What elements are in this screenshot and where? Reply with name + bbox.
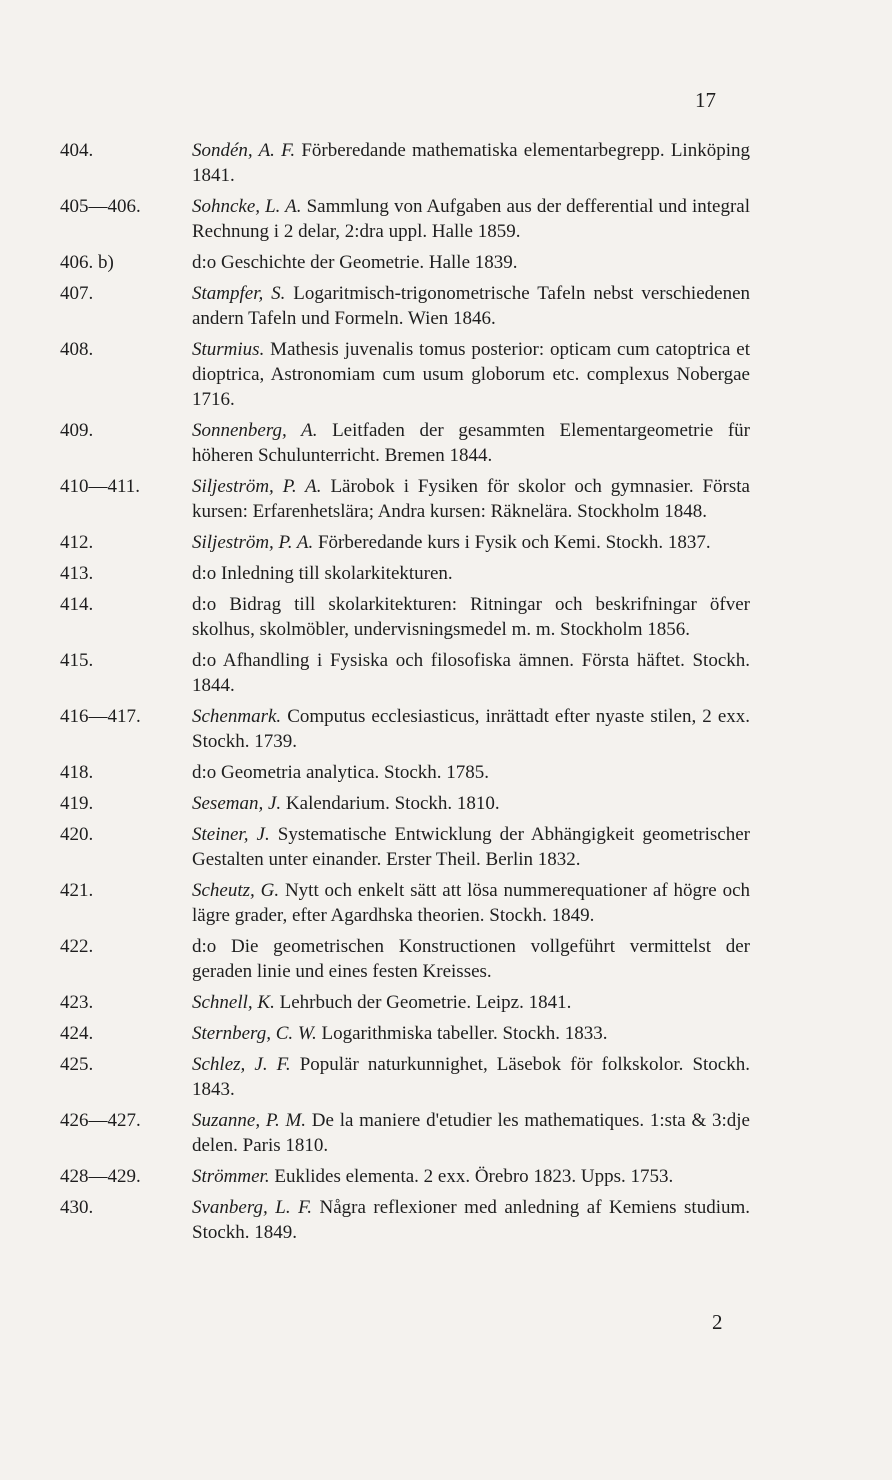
- catalog-entry: [60, 648, 750, 698]
- entry-text: Kalendarium. Stockh. 1810.: [285, 793, 500, 814]
- entry-author: Schlez, J. F.: [192, 1054, 291, 1075]
- catalog-entry: [60, 138, 750, 188]
- catalog-entry: [60, 934, 750, 984]
- entry-body: [192, 250, 750, 275]
- entry-number: 410—411.: [60, 476, 141, 497]
- entry-body: [192, 648, 750, 698]
- entry-body: [192, 822, 750, 872]
- entry-author: Siljeström, P. A.: [192, 476, 322, 497]
- entry-text: d:o Inledning till skolarkitekturen.: [192, 563, 453, 584]
- entry-text: Euklides elementa. 2 exx. Örebro 1823. Upps. 1753.: [274, 1166, 674, 1187]
- entry-text: Lärobok i Fysiken för skolor och gymnasier. Första kursen: Erfarenhetslära; Andra kursen: Räknelära. Stockholm 1848.: [192, 476, 750, 522]
- catalog-entry: [60, 1021, 750, 1046]
- entry-text: Logarithmiska tabeller. Stockh. 1833.: [321, 1023, 608, 1044]
- catalog-entry: [60, 250, 750, 275]
- entry-text: d:o Bidrag till skolarkitekturen: Ritningar och beskrifningar öfver skolhus, skolmöbler, undervisningsmedel m. m. Stockholm 1856.: [192, 594, 750, 640]
- entry-text: Computus ecclesiasticus, inrättadt efter nyaste stilen, 2 exx. Stockh. 1739.: [192, 706, 751, 752]
- entry-body: [192, 418, 750, 468]
- page-number: 17: [695, 88, 716, 112]
- entry-author: Sonnenberg, A.: [192, 420, 318, 441]
- entry-body: [192, 337, 750, 412]
- entry-text: De la maniere d'etudier les mathematiques. 1:sta & 3:dje delen. Paris 1810.: [192, 1110, 750, 1156]
- catalog-entry: [60, 194, 750, 244]
- entry-number: 409.: [60, 420, 94, 441]
- catalog-entry: [60, 760, 750, 785]
- catalog-entry: [60, 791, 750, 816]
- catalog-entry: [60, 704, 750, 754]
- entry-body: [192, 1021, 750, 1046]
- entry-author: Schenmark.: [192, 706, 282, 727]
- entry-number: 425.: [60, 1054, 94, 1075]
- entry-number: 416—417.: [60, 706, 141, 727]
- entry-number: 418.: [60, 762, 94, 783]
- entry-body: [192, 1195, 750, 1245]
- catalog-entry: [60, 1164, 750, 1189]
- entry-author: Scheutz, G.: [192, 880, 280, 901]
- catalog-entry: [60, 474, 750, 524]
- entry-text: Systematische Entwicklung der Abhängigkeit geometrischer Gestalten unter einander. Erster Theil. Berlin 1832.: [192, 824, 750, 870]
- entry-body: [192, 990, 750, 1015]
- entry-author: Sternberg, C. W.: [192, 1023, 317, 1044]
- catalog-entry: [60, 337, 750, 412]
- entry-number: 407.: [60, 283, 94, 304]
- entry-body: [192, 561, 750, 586]
- entry-body: [192, 474, 750, 524]
- entry-author: Strömmer.: [192, 1166, 270, 1187]
- entry-body: [192, 704, 750, 754]
- entry-number: 406. b): [60, 252, 114, 273]
- entry-number: 413.: [60, 563, 94, 584]
- entry-text: d:o Die geometrischen Konstructionen vollgeführt vermittelst der geraden linie und eines festen Kreisses.: [192, 936, 750, 982]
- entry-author: Stampfer, S.: [192, 283, 286, 304]
- entry-author: Siljeström, P. A.: [192, 532, 314, 553]
- entry-body: [192, 760, 750, 785]
- entry-number: 419.: [60, 793, 94, 814]
- catalog-entries: [60, 138, 750, 1251]
- entry-text: Lehrbuch der Geometrie. Leipz. 1841.: [279, 992, 572, 1013]
- entry-author: Svanberg, L. F.: [192, 1197, 312, 1218]
- entry-text: Nytt och enkelt sätt att lösa nummerequationer af högre och lägre grader, efter Agardhska theorien. Stockh. 1849.: [192, 880, 751, 926]
- catalog-entry: [60, 592, 750, 642]
- entry-number: 408.: [60, 339, 94, 360]
- entry-author: Sturmius.: [192, 339, 265, 360]
- entry-author: Schnell, K.: [192, 992, 275, 1013]
- entry-number: 412.: [60, 532, 94, 553]
- entry-text: Förberedande mathematiska elementarbegrepp. Linköping 1841.: [192, 140, 750, 186]
- entry-text: Några reflexioner med anledning af Kemiens studium. Stockh. 1849.: [192, 1197, 751, 1243]
- entry-text: Logaritmisch-trigonometrische Tafeln nebst verschiedenen andern Tafeln und Formeln. Wien 1846.: [192, 283, 751, 329]
- entry-body: [192, 1164, 750, 1189]
- entry-author: Steiner, J.: [192, 824, 270, 845]
- entry-number: 430.: [60, 1197, 94, 1218]
- entry-text: d:o Afhandling i Fysiska och filosofiska ämnen. Första häftet. Stockh. 1844.: [192, 650, 750, 696]
- entry-body: [192, 194, 750, 244]
- entry-text: d:o Geometria analytica. Stockh. 1785.: [192, 762, 490, 783]
- entry-body: [192, 934, 750, 984]
- catalog-entry: [60, 1108, 750, 1158]
- entry-body: [192, 878, 750, 928]
- entry-text: d:o Geschichte der Geometrie. Halle 1839.: [192, 252, 518, 273]
- signature-mark: 2: [712, 1310, 723, 1334]
- entry-number: 420.: [60, 824, 94, 845]
- entry-text: Mathesis juvenalis tomus posterior: opticam cum catoptrica et dioptrica, Astronomiam cum usum globorum etc. complexus Nobergae 1716.: [192, 339, 751, 410]
- entry-number: 422.: [60, 936, 94, 957]
- entry-number: 405—406.: [60, 196, 141, 217]
- entry-number: 414.: [60, 594, 94, 615]
- catalog-entry: [60, 1195, 750, 1245]
- catalog-entry: [60, 1052, 750, 1102]
- entry-body: [192, 281, 750, 331]
- entry-body: [192, 1108, 750, 1158]
- entry-body: [192, 791, 750, 816]
- entry-text: Förberedande kurs i Fysik och Kemi. Stockh. 1837.: [317, 532, 711, 553]
- catalog-entry: [60, 281, 750, 331]
- catalog-entry: [60, 878, 750, 928]
- catalog-entry: [60, 561, 750, 586]
- entry-body: [192, 138, 750, 188]
- entry-body: [192, 530, 750, 555]
- entry-author: Suzanne, P. M.: [192, 1110, 307, 1131]
- entry-author: Sohncke, L. A.: [192, 196, 302, 217]
- entry-body: [192, 1052, 750, 1102]
- entry-number: 423.: [60, 992, 94, 1013]
- entry-author: Seseman, J.: [192, 793, 282, 814]
- entry-number: 424.: [60, 1023, 94, 1044]
- catalog-entry: [60, 822, 750, 872]
- entry-number: 421.: [60, 880, 94, 901]
- entry-number: 415.: [60, 650, 94, 671]
- entry-text: Populär naturkunnighet, Läsebok för folkskolor. Stockh. 1843.: [192, 1054, 750, 1100]
- entry-text: Sammlung von Aufgaben aus der defferential und integral Rechnung i 2 delar, 2:dra uppl. Halle 1859.: [192, 196, 750, 242]
- entry-number: 426—427.: [60, 1110, 141, 1131]
- entry-number: 404.: [60, 140, 94, 161]
- entry-text: Leitfaden der gesammten Elementargeometrie für höheren Schulunterricht. Bremen 1844.: [192, 420, 750, 466]
- catalog-entry: [60, 418, 750, 468]
- entry-number: 428—429.: [60, 1166, 141, 1187]
- catalog-entry: [60, 990, 750, 1015]
- entry-author: Sondén, A. F.: [192, 140, 296, 161]
- catalog-entry: [60, 530, 750, 555]
- entry-body: [192, 592, 750, 642]
